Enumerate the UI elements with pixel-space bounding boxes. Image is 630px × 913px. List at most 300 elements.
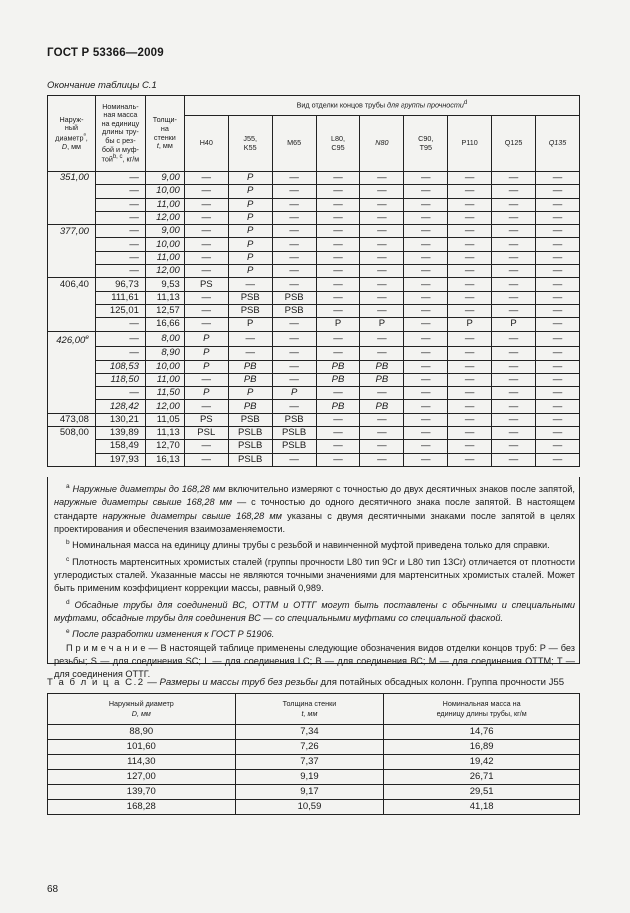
grade-cell: — — [492, 387, 536, 400]
grade-cell: — — [316, 185, 360, 198]
wall-cell: 8,90 — [145, 347, 184, 360]
table-row — [48, 800, 580, 815]
table-row — [48, 387, 580, 400]
t2-cell: 7,34 — [235, 725, 384, 740]
diameter-cell-empty — [48, 373, 96, 386]
table-row — [48, 453, 580, 466]
grade-cell: PSB — [272, 413, 316, 426]
grade-header: C90, T95 — [404, 116, 448, 172]
grade-header: М65 — [272, 116, 316, 172]
grade-cell: P — [228, 251, 272, 264]
grade-cell: PS — [184, 413, 228, 426]
wall-cell: 10,00 — [145, 238, 184, 251]
grade-cell: — — [536, 265, 580, 278]
table-row — [48, 427, 580, 440]
grade-cell: — — [404, 427, 448, 440]
grade-cell: — — [316, 225, 360, 238]
grade-cell: — — [272, 211, 316, 224]
grade-cell: — — [272, 172, 316, 185]
mass-cell: — — [95, 347, 145, 360]
grade-cell: PB — [360, 373, 404, 386]
grade-cell: — — [536, 172, 580, 185]
grade-cell: P — [228, 318, 272, 331]
grade-cell: — — [360, 304, 404, 317]
grade-cell: — — [360, 198, 404, 211]
diameter-cell-empty — [48, 251, 96, 264]
diameter-cell-empty — [48, 347, 96, 360]
grade-cell: — — [404, 185, 448, 198]
wall-cell: 11,00 — [145, 198, 184, 211]
grade-header: Q125 — [492, 116, 536, 172]
grade-cell: — — [360, 453, 404, 466]
diameter-cell-empty — [48, 198, 96, 211]
table-row — [48, 318, 580, 331]
grade-cell: — — [492, 347, 536, 360]
grade-cell: — — [184, 198, 228, 211]
grade-cell: P — [492, 318, 536, 331]
document-header: ГОСТ Р 53366—2009 — [47, 47, 164, 59]
wall-cell: 12,00 — [145, 211, 184, 224]
mass-cell: — — [95, 172, 145, 185]
grade-cell: — — [184, 211, 228, 224]
col-header-diameter: Наруж- ный диаметр$^ᵃ$, D, мм — [48, 96, 96, 172]
diameter-cell-empty — [48, 185, 96, 198]
table-c1 — [47, 95, 580, 467]
grade-cell: — — [448, 360, 492, 373]
grade-cell: P — [228, 265, 272, 278]
grade-cell: PSB — [228, 291, 272, 304]
table-row — [48, 185, 580, 198]
grade-cell: — — [404, 291, 448, 304]
grade-cell: PB — [360, 400, 404, 413]
grade-cell: PSLB — [228, 427, 272, 440]
grade-cell: — — [492, 265, 536, 278]
grade-cell: — — [228, 347, 272, 360]
table-row — [48, 265, 580, 278]
grade-cell: — — [536, 331, 580, 347]
grade-cell: — — [536, 278, 580, 291]
diameter-cell-empty — [48, 304, 96, 317]
grade-cell: — — [316, 198, 360, 211]
diameter-cell-empty — [48, 360, 96, 373]
diameter-cell: 426,00e — [48, 331, 96, 347]
grade-cell: — — [448, 347, 492, 360]
grade-cell: — — [404, 304, 448, 317]
diameter-cell-empty — [48, 440, 96, 453]
grade-cell: — — [404, 265, 448, 278]
grade-cell: — — [448, 453, 492, 466]
grade-cell: — — [184, 440, 228, 453]
grade-cell: P — [184, 347, 228, 360]
grade-cell: — — [404, 225, 448, 238]
t2-col-diameter: Наружный диаметр D, мм — [48, 694, 236, 725]
diameter-cell-empty — [48, 265, 96, 278]
grade-cell: — — [404, 360, 448, 373]
grade-cell: — — [360, 413, 404, 426]
grade-cell: — — [492, 211, 536, 224]
grade-cell: — — [404, 238, 448, 251]
diameter-cell-empty — [48, 453, 96, 466]
grade-cell: — — [316, 265, 360, 278]
grade-cell: — — [492, 331, 536, 347]
grade-cell: — — [184, 185, 228, 198]
grade-cell: — — [492, 238, 536, 251]
grade-header: N80 — [360, 116, 404, 172]
t2-cell: 29,51 — [384, 785, 580, 800]
grade-cell: — — [448, 427, 492, 440]
grade-cell: — — [360, 331, 404, 347]
t2-cell: 168,28 — [48, 800, 236, 815]
t2-col-mass: Номинальная масса на единицу длины трубы, кг/м — [384, 694, 580, 725]
grade-cell: — — [184, 225, 228, 238]
grade-cell: PSB — [272, 291, 316, 304]
grade-cell: — — [404, 400, 448, 413]
grade-cell: — — [316, 347, 360, 360]
grade-cell: — — [184, 238, 228, 251]
grade-cell: — — [272, 265, 316, 278]
diameter-cell-empty — [48, 400, 96, 413]
t2-cell: 19,42 — [384, 755, 580, 770]
mass-cell: — — [95, 211, 145, 224]
grade-cell: — — [228, 278, 272, 291]
grade-cell: P — [448, 318, 492, 331]
grade-cell: — — [492, 440, 536, 453]
grade-cell: — — [536, 373, 580, 386]
grade-cell: — — [360, 211, 404, 224]
grade-cell: — — [448, 238, 492, 251]
grade-cell: — — [316, 278, 360, 291]
wall-cell: 16,66 — [145, 318, 184, 331]
grade-cell: — — [404, 251, 448, 264]
grade-cell: — — [316, 387, 360, 400]
grade-cell: — — [492, 225, 536, 238]
table-row — [48, 373, 580, 386]
grade-cell: PSLB — [228, 440, 272, 453]
grade-cell: — — [448, 185, 492, 198]
grade-cell: — — [492, 185, 536, 198]
col-header-mass: Номиналь- ная масса на единицу длины тру- бы с рез- бой и муф- той$^{b, c}$, кг/м — [95, 96, 145, 172]
grade-cell: — — [360, 278, 404, 291]
grade-cell: — — [272, 373, 316, 386]
grade-cell: P — [184, 331, 228, 347]
grade-cell: — — [492, 291, 536, 304]
grade-cell: — — [272, 318, 316, 331]
grade-cell: — — [448, 387, 492, 400]
grade-cell: — — [272, 400, 316, 413]
grade-cell: — — [536, 198, 580, 211]
grade-cell: — — [448, 211, 492, 224]
grade-cell: PB — [228, 373, 272, 386]
grade-cell: — — [492, 278, 536, 291]
diameter-cell-empty — [48, 238, 96, 251]
wall-cell: 12,70 — [145, 440, 184, 453]
table-row — [48, 725, 580, 740]
t2-cell: 9,19 — [235, 770, 384, 785]
grade-cell: — — [448, 291, 492, 304]
grade-cell: — — [184, 453, 228, 466]
wall-cell: 12,57 — [145, 304, 184, 317]
grade-cell: — — [360, 347, 404, 360]
grade-cell: — — [536, 251, 580, 264]
grade-cell: PSLB — [272, 440, 316, 453]
grade-cell: — — [492, 453, 536, 466]
grade-cell: PSB — [228, 413, 272, 426]
grade-cell: — — [184, 251, 228, 264]
grade-cell: — — [360, 225, 404, 238]
table2-caption: Т а б л и ц а С.2 — Размеры и массы труб без резьбы для потайных обсадных колонн. Группа прочности J55 — [47, 677, 565, 688]
grade-cell: — — [360, 265, 404, 278]
t2-cell: 10,59 — [235, 800, 384, 815]
grade-cell: — — [272, 278, 316, 291]
grade-cell: — — [448, 331, 492, 347]
grade-cell: — — [536, 427, 580, 440]
grade-cell: — — [316, 251, 360, 264]
table1-notes — [47, 477, 580, 680]
grade-cell: — — [272, 331, 316, 347]
wall-cell: 11,00 — [145, 251, 184, 264]
diameter-cell: 508,00 — [48, 427, 96, 440]
grade-cell: — — [360, 185, 404, 198]
grade-cell: PSL — [184, 427, 228, 440]
grade-cell: PS — [184, 278, 228, 291]
grade-cell: — — [448, 172, 492, 185]
mass-cell: — — [95, 251, 145, 264]
grade-cell: P — [228, 198, 272, 211]
grade-header: L80, C95 — [316, 116, 360, 172]
grade-cell: P — [228, 238, 272, 251]
grade-cell: — — [536, 185, 580, 198]
grade-cell: P — [228, 387, 272, 400]
grade-cell: — — [272, 238, 316, 251]
grade-cell: — — [316, 453, 360, 466]
grade-cell: — — [492, 360, 536, 373]
t2-cell: 7,37 — [235, 755, 384, 770]
t2-cell: 7,26 — [235, 740, 384, 755]
grade-cell: — — [536, 211, 580, 224]
grade-cell: — — [184, 400, 228, 413]
grade-cell: PB — [228, 400, 272, 413]
grade-cell: P — [316, 318, 360, 331]
grade-cell: — — [184, 265, 228, 278]
wall-cell: 9,53 — [145, 278, 184, 291]
grade-cell: — — [536, 400, 580, 413]
grade-cell: — — [316, 331, 360, 347]
grade-cell: — — [272, 225, 316, 238]
grade-cell: PB — [316, 373, 360, 386]
grade-cell: — — [360, 427, 404, 440]
grade-cell: — — [536, 347, 580, 360]
wall-cell: 11,13 — [145, 291, 184, 304]
grade-cell: — — [492, 172, 536, 185]
grade-cell: — — [184, 318, 228, 331]
wall-cell: 12,00 — [145, 265, 184, 278]
table-row — [48, 400, 580, 413]
grade-cell: — — [536, 360, 580, 373]
t2-cell: 114,30 — [48, 755, 236, 770]
grade-cell: — — [272, 198, 316, 211]
t2-cell: 88,90 — [48, 725, 236, 740]
wall-cell: 9,00 — [145, 172, 184, 185]
grade-cell: — — [536, 413, 580, 426]
grade-cell: — — [536, 387, 580, 400]
grade-cell: — — [360, 387, 404, 400]
grade-cell: — — [448, 225, 492, 238]
diameter-cell: 377,00 — [48, 225, 96, 238]
grade-cell: — — [536, 291, 580, 304]
grade-cell: — — [316, 172, 360, 185]
grade-cell: — — [404, 278, 448, 291]
grade-cell: — — [316, 238, 360, 251]
grade-cell: — — [404, 172, 448, 185]
mass-cell: 111,61 — [95, 291, 145, 304]
table-row — [48, 413, 580, 426]
mass-cell: — — [95, 225, 145, 238]
grade-cell: — — [404, 373, 448, 386]
grade-cell: — — [316, 440, 360, 453]
mass-cell: 118,50 — [95, 373, 145, 386]
diameter-cell: 473,08 — [48, 413, 96, 426]
grade-cell: P — [184, 360, 228, 373]
footnote-e: $^e$ После разработки изменения к ГОСТ Р 51906. — [66, 628, 275, 640]
t2-cell: 139,70 — [48, 785, 236, 800]
wall-cell: 11,05 — [145, 413, 184, 426]
grade-cell: — — [492, 400, 536, 413]
grade-cell: P — [184, 387, 228, 400]
grade-cell: — — [536, 225, 580, 238]
grade-cell: — — [448, 198, 492, 211]
grade-cell: — — [272, 360, 316, 373]
t2-cell: 26,71 — [384, 770, 580, 785]
diameter-cell: 406,40 — [48, 278, 96, 291]
grade-cell: — — [184, 172, 228, 185]
mass-cell: — — [95, 198, 145, 211]
table-row — [48, 347, 580, 360]
grade-cell: — — [536, 440, 580, 453]
grade-cell: — — [360, 172, 404, 185]
mass-cell: — — [95, 185, 145, 198]
wall-cell: 12,00 — [145, 400, 184, 413]
grade-cell: — — [404, 453, 448, 466]
table-row — [48, 360, 580, 373]
grade-cell: — — [404, 211, 448, 224]
col-header-wall: Толщи- на стенки t, мм — [145, 96, 184, 172]
footnote-c: $^c$ Плотность мартенситных хромистых сталей (группы прочности L80 тип 9Cr и L80 тип 13Cr) отличается от плотности углеродистых сталей. Указанные массы не являются точными значениями для мартенситных хромистых сталей. Может быть применим коэффициент коррекции массы, равный 0,989. — [54, 555, 575, 594]
table-row — [48, 304, 580, 317]
table-row — [48, 785, 580, 800]
footnote-d: $^d$ Обсадные трубы для соединений ВС, ОТТМ и ОТТГ могут быть поставлены с обычными и специальными муфтами, обсадные трубы для соединения ВС — со специальными муфтами со специальной фаской. — [54, 598, 575, 623]
table-c2 — [47, 693, 580, 815]
grade-cell: — — [448, 373, 492, 386]
grade-cell: — — [492, 413, 536, 426]
grade-cell: — — [316, 427, 360, 440]
grade-cell: — — [404, 318, 448, 331]
grade-cell: PB — [228, 360, 272, 373]
mass-cell: 139,89 — [95, 427, 145, 440]
grade-cell: — — [404, 387, 448, 400]
grade-cell: P — [360, 318, 404, 331]
mass-cell: 128,42 — [95, 400, 145, 413]
mass-cell: 108,53 — [95, 360, 145, 373]
grade-cell: — — [228, 331, 272, 347]
grade-cell: — — [360, 251, 404, 264]
table-row — [48, 740, 580, 755]
table-row — [48, 251, 580, 264]
grade-cell: — — [316, 304, 360, 317]
grade-cell: — — [360, 440, 404, 453]
grade-header: Н40 — [184, 116, 228, 172]
page-number: 68 — [47, 884, 59, 895]
t2-cell: 101,60 — [48, 740, 236, 755]
t2-cell: 14,76 — [384, 725, 580, 740]
col-header-group: Вид отделки концов трубы для группы прочности$^d$ — [184, 96, 579, 116]
grade-cell: P — [228, 172, 272, 185]
grade-cell: — — [492, 427, 536, 440]
footnote-a: $^a$ Наружные диаметры до 168,28 мм включительно измеряют с точностью до двух десятичных знаков после запятой, наружные диаметры свыше 168,28 мм — с точностью до одного десятичного знака после запятой. В настоящем стандарте наружные диаметры свыше 168,28 мм указаны с двумя десятичными знаками после запятой в целях проектирования и обеспечения взаимозаменяемости. — [54, 483, 576, 534]
grade-cell: — — [492, 373, 536, 386]
grade-cell: — — [316, 211, 360, 224]
table-row — [48, 440, 580, 453]
table-row — [48, 755, 580, 770]
wall-cell: 8,00 — [145, 331, 184, 347]
wall-cell: 10,00 — [145, 185, 184, 198]
grade-cell: P — [228, 211, 272, 224]
diameter-cell-empty — [48, 291, 96, 304]
grade-cell: — — [448, 265, 492, 278]
grade-header: Q135 — [536, 116, 580, 172]
wall-cell: 11,00 — [145, 373, 184, 386]
mass-cell: — — [95, 318, 145, 331]
grade-cell: — — [404, 331, 448, 347]
wall-cell: 9,00 — [145, 225, 184, 238]
mass-cell: — — [95, 387, 145, 400]
grade-cell: — — [492, 198, 536, 211]
grade-cell: — — [272, 347, 316, 360]
grade-cell: — — [492, 304, 536, 317]
grade-cell: — — [492, 251, 536, 264]
grade-cell: — — [448, 413, 492, 426]
mass-cell: 125,01 — [95, 304, 145, 317]
table-row — [48, 198, 580, 211]
table-row — [48, 331, 580, 347]
grade-cell: PB — [360, 360, 404, 373]
mass-cell: — — [95, 265, 145, 278]
grade-cell: — — [272, 251, 316, 264]
grade-cell: — — [404, 413, 448, 426]
mass-cell: 158,49 — [95, 440, 145, 453]
table-row — [48, 172, 580, 185]
grade-cell: PSB — [228, 304, 272, 317]
diameter-cell-empty — [48, 387, 96, 400]
table-note: П р и м е ч а н и е — В настоящей таблице применены следующие обозначения видов отделки концов труб: P — без резьбы; S — для соединения SC; L — для соединения LC; B — для соединения ВС; M — для соединения ОТТМ; T — для соединения ОТТГ. — [54, 642, 575, 680]
grade-cell: — — [272, 453, 316, 466]
grade-cell: — — [360, 291, 404, 304]
table-row — [48, 225, 580, 238]
t2-cell: 16,89 — [384, 740, 580, 755]
grade-cell: — — [184, 373, 228, 386]
wall-cell: 11,13 — [145, 427, 184, 440]
grade-cell: — — [184, 304, 228, 317]
diameter-cell: 351,00 — [48, 172, 96, 185]
grade-header: J55, K55 — [228, 116, 272, 172]
grade-cell: — — [316, 291, 360, 304]
mass-cell: 96,73 — [95, 278, 145, 291]
table-row — [48, 291, 580, 304]
diameter-cell-empty — [48, 211, 96, 224]
mass-cell: — — [95, 238, 145, 251]
grade-cell: PSLB — [272, 427, 316, 440]
grade-cell: P — [272, 387, 316, 400]
t2-cell: 127,00 — [48, 770, 236, 785]
